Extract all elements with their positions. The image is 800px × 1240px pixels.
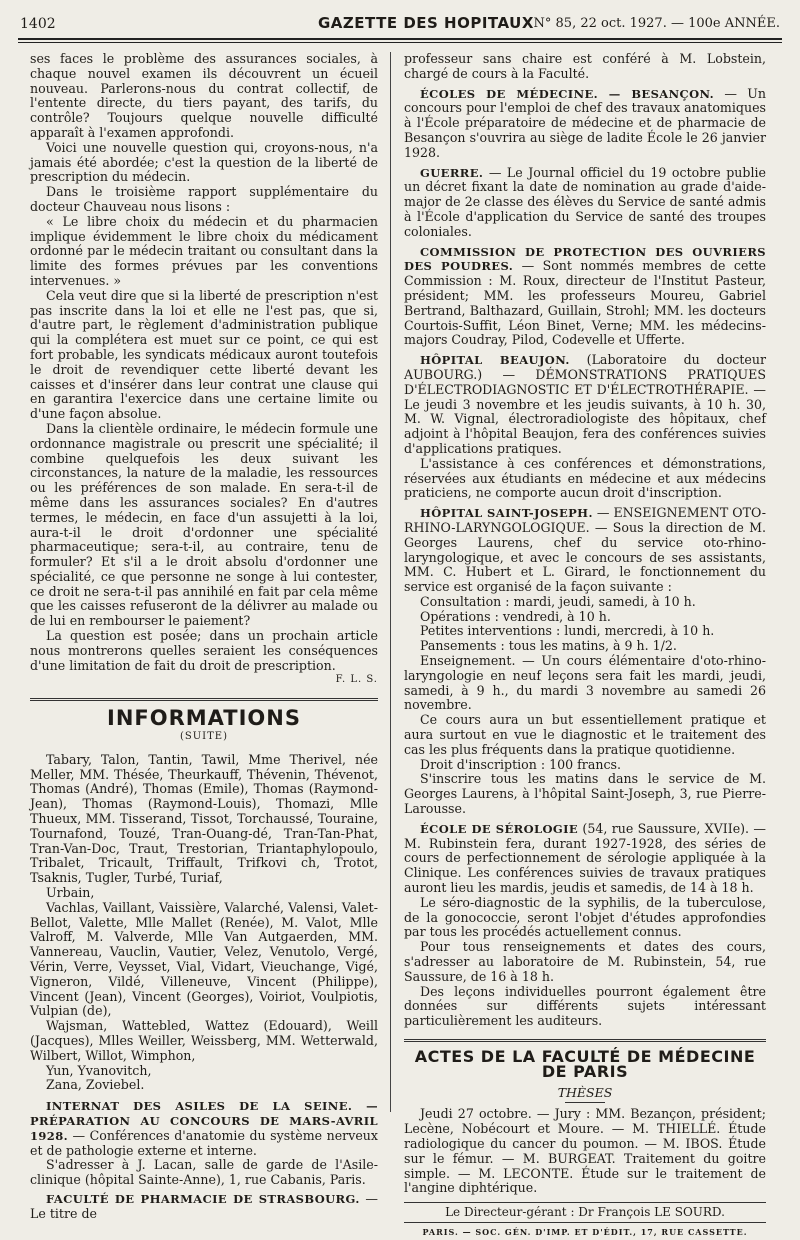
- notice-body: — ENSEIGNEMENT OTO-RHINO-LARYNGOLOGIQUE. — Sous la direction de M. Georges Laurens, chef du service oto-rhino-laryngologique, et avec le concours de ses assistants, MM. C. Hubert et L. Girard, le fonctionnement du service est organisé de la façon suivante :: [404, 505, 767, 595]
- paragraph: Des leçons individuelles pourront également être données sur différents sujets intéressant particulièrement les auditeurs.: [404, 983, 766, 1029]
- schedule-line: Consultation : mardi, jeudi, samedi, à 10 h.: [420, 593, 696, 609]
- paragraph: Cela veut dire que si la liberté de prescription n'est pas inscrite dans la loi et elle ne l'est pas, que si, d'autre part, le règlement d'administration publique qui la complétera est muet sur ce point, ce qui est fort probable, les syndicats médicaux auront toutefois le droit de revendiquer cette liberté devant les caisses et d'insérer dans leur contrat une clause qui en garantira l'exercice dans une certaine limite ou d'une façon absolue.: [30, 287, 378, 422]
- page-number: 1402: [20, 16, 56, 32]
- section-rule: [30, 698, 378, 701]
- paragraph: S'inscrire tous les matins dans le service de M. Georges Laurens, à l'hôpital Saint-Joseph, 3, rue Pierre-Larousse.: [404, 771, 766, 817]
- paragraph: L'assistance à ces conférences et démonstrations, réservées aux étudiants en médecine et aux médecins praticiens, ne comporte aucun droit d'inscription.: [404, 455, 766, 501]
- issue-info: N° 85, 22 oct. 1927. — 100e ANNÉE.: [533, 16, 780, 31]
- notice-heading: GUERRE.: [420, 165, 484, 180]
- names-list-t: Tabary, Talon, Tantin, Tawil, Mme Therivel, née Meller, MM. Thésée, Theurkauff, Thévenin, Thévenot, Thomas (André), Thomas (Emile), Thomas (Raymond-Jean), Thomas (Raymond-Louis), Thomazi, Mlle Thueux, MM. Tisserand, Tissot, Torchaussé, Touraine, Tournafond, Touzé, Tran-Ouang-dé, Tran-Tan-Phat, Tran-Van-Doc, Traut, Trestorian, Triantaphylopoulo, Tribalet, Tricault, Triffault, Trifkovi ch, Trotot, Tsaknis, Tugler, Turbé, Turiaf,: [30, 751, 378, 886]
- notice-body: — Sont nommés membres de cette Commission : M. Roux, directeur de l'Institut Pasteur, président; MM. les professeurs Moureu, Gabriel Bertrand, Balthazard, Guillain, Strohl; MM. les docteurs Courtois-Suffit, Léon Binet, Verne; MM. les médecins-majors Coudray, Pilod, Codevelle et Ufferte.: [404, 258, 766, 348]
- theses-rule: [565, 1102, 605, 1103]
- schedule-line: Petites interventions : lundi, mercredi, à 10 h.: [420, 623, 715, 639]
- paragraph: Dans la clientèle ordinaire, le médecin formule une ordonnance magistrale ou prescrit une spécialité; il combine quelquefois les deux suivant les circonstances, la nature de la maladie, les ressources ou les préférences de son malade. En sera-t-il de même dans les assurances sociales? En d'autres termes, le médecin, en face d'un assujetti à la loi, aura-t-il le droit d'ordonner une spécialité pharmaceutique; sera-t-il, au contraire, tenu de formuler? Et s'il a le droit absolu d'ordonner une spécialité, ce que personne ne songe à lui contester, ce droit ne sera-t-il pas annihilé en fait par cela même que les caisses refuseront de la délivrer au malade ou de lui en rembourser le paiement?: [30, 420, 378, 629]
- notice-saint-joseph: [404, 506, 766, 595]
- section-rule: [404, 1039, 766, 1042]
- paragraph: Voici une nouvelle question qui, croyons-nous, n'a jamais été abordée; c'est la question de la liberté de prescription du médecin.: [30, 139, 378, 185]
- notice-body: — Le Journal officiel du 19 octobre publie un décret fixant la date de nomination au grade d'aide-major de 2e classe des élèves du Service de santé admis à l'École d'application du Service de santé des troupes coloniales.: [404, 164, 766, 239]
- left-column: [30, 52, 378, 1222]
- theses-heading: THÈSES: [557, 1084, 613, 1100]
- paragraph: Enseignement. — Un cours élémentaire d'oto-rhino-laryngologie en neuf leçons sera fait les mardi, jeudi, samedi, à 9 h., du mardi 3 novembre au samedi 26 novembre.: [404, 653, 766, 713]
- right-column: [404, 52, 766, 1240]
- names-list-v: Vachlas, Vaillant, Vaissière, Valarché, Valensi, Valet-Bellot, Valette, Mlle Mallet (Renée), M. Valot, Mlle Valroff, M. Valverde, Mlle Van Autgaerden, MM. Vannereau, Vauclin, Vautier, Velez, Venutolo, Vergé, Vérin, Verre, Veysset, Vial, Vidart, Vieuchange, Vigé, Vigneron, Vildé, Villeneuve, Vincent (Philippe), Vincent (Jean), Vincent (Georges), Voiriot, Voulpiotis, Vulpian (de),: [30, 899, 378, 1019]
- header-rule: [18, 38, 782, 43]
- notice-heading: INTERNAT DES ASILES DE LA SEINE. — PRÉPARATION AU CONCOURS DE MARS-AVRIL 1928.: [30, 1099, 378, 1143]
- director-line: Le Directeur-gérant : Dr François LE SOURD.: [404, 1202, 766, 1223]
- notice-body: (Laboratoire du docteur AUBOURG.) — DÉMONSTRATIONS PRATIQUES D'ÉLECTRODIAGNOSTIC ET D'ÉLECTROTHÉRAPIE. — Le jeudi 3 novembre et les jeudis suivants, à 10 h. 30, M. W. Vignal, électroradiologiste des hôpitaux, chef adjoint à l'hôpital Beaujon, fera des conférences suivies d'applications pratiques.: [404, 352, 766, 456]
- notice-body: (54, rue Saussure, XVIIe). — M. Rubinstein fera, durant 1927-1928, des séries de cours de perfectionnement de sérologie appliquée à la Clinique. Les conférences suivies de travaux pratiques auront lieu les mardis, jeudis et samedis, de 14 à 18 h.: [404, 820, 766, 896]
- article-signature: F. L. S.: [335, 674, 378, 686]
- notice-heading: HÔPITAL BEAUJON.: [420, 353, 570, 368]
- printer-imprint: PARIS. — SOC. GÉN. D'IMP. ET D'ÉDIT., 17, RUE CASSETTE.: [422, 1226, 748, 1237]
- notice-heading: HÔPITAL SAINT-JOSEPH.: [420, 506, 593, 521]
- paragraph: ses faces le problème des assurances sociales, à chaque nouvel examen ils découvrent un écueil nouveau. Parlerons-nous du contrat collectif, de l'entente directe, du tiers payant, des tarifs, du contrôle? Toujours quelque nouvelle difficulté apparaît à l'examen approfondi.: [30, 51, 378, 140]
- notice-body: — Le titre de: [30, 1190, 378, 1221]
- schedule-line: Opérations : vendredi, à 10 h.: [420, 608, 611, 624]
- names-list-u: Urbain,: [46, 885, 95, 901]
- notice-heading: ÉCOLES DE MÉDECINE. — BESANÇON.: [420, 86, 715, 101]
- paragraph: Droit d'inscription : 100 francs.: [420, 756, 621, 772]
- paragraph: Le séro-diagnostic de la syphilis, de la tuberculose, de la gonococcie, seront l'objet d'études approfondies par tous les procédés actuellement connus.: [404, 894, 766, 940]
- section-title-informations: INFORMATIONS: [107, 706, 301, 731]
- journal-title: GAZETTE DES HOPITAUX: [318, 14, 534, 32]
- section-subtitle-suite: (SUITE): [179, 731, 228, 743]
- notice-body: — Conférences d'anatomie du système nerveux et de pathologie externe et interne.: [30, 1127, 378, 1158]
- paragraph: La question est posée; dans un prochain article nous montrerons quelles seraient les conséquences d'une limitation de fait du droit de prescription.: [30, 628, 378, 673]
- notice-besancon: [404, 87, 766, 161]
- paragraph: Ce cours aura un but essentiellement pratique et aura surtout en vue le diagnostic et le traitement des cas les plus fréquents dans la pratique quotidienne.: [404, 712, 766, 757]
- notice-heading: COMMISSION DE PROTECTION DES OUVRIERS DES POUDRES.: [404, 244, 766, 274]
- notice-asiles: [30, 1099, 378, 1158]
- paragraph: professeur sans chaire est conféré à M. Lobstein, chargé de cours à la Faculté.: [404, 51, 766, 81]
- column-divider: [390, 52, 391, 1112]
- names-list-w: Wajsman, Wattebled, Wattez (Edouard), Weill (Jacques), Mlles Weiller, Weissberg, MM. Wetterwald, Wilbert, Willot, Wimphon,: [30, 1018, 378, 1063]
- notice-strasbourg: [30, 1192, 378, 1222]
- notice-commission: [404, 245, 766, 349]
- notice-body: — Un concours pour l'emploi de chef des travaux anatomiques à l'École préparatoire de médecine et de pharmacie de Besançon s'ouvrira au siège de ladite École le 26 janvier 1928.: [404, 85, 766, 160]
- paragraph: Pour tous renseignements et dates des cours, s'adresser au laboratoire de M. Rubinstein, 54, rue Saussure, de 16 à 18 h.: [404, 939, 766, 984]
- notice-heading: ÉCOLE DE SÉROLOGIE: [420, 821, 579, 836]
- names-list-z: Zana, Zoviebel.: [46, 1077, 145, 1093]
- notice-serologie: [404, 822, 766, 896]
- names-list-y: Yun, Yvanovitch,: [46, 1062, 152, 1078]
- notice-asiles-contact: S'adresser à J. Lacan, salle de garde de l'Asile-clinique (hôpital Sainte-Anne), 1, rue Cabanis, Paris.: [30, 1157, 378, 1188]
- schedule-line: Pansements : tous les matins, à 9 h. 1/2.: [420, 638, 677, 654]
- notice-heading: FACULTÉ DE PHARMACIE DE STRASBOURG.: [46, 1191, 360, 1206]
- notice-beaujon: [404, 353, 766, 457]
- theses-body: Jeudi 27 octobre. — Jury : MM. Bezançon, président; Lecène, Nobécourt et Moure. — M. THIELLÉ. Étude radiologique du cancer du poumon. — M. IBOS. Étude sur le fémur. — M. BURGEAT. Traitement du goitre simple. — M. LECONTE. Étude sur le traitement de l'angine diphtérique.: [404, 1106, 766, 1196]
- notice-guerre: [404, 166, 766, 240]
- paragraph: Dans le troisième rapport supplémentaire du docteur Chauveau nous lisons :: [30, 184, 378, 214]
- quote-paragraph: « Le libre choix du médecin et du pharmacien implique évidemment le libre choix du médicament ordonné par le médecin traitant ou consultant dans la limite des formes prévues par les conventions intervenues. »: [30, 213, 378, 288]
- section-title-actes: ACTES DE LA FACULTÉ DE MÉDECINE DE PARIS: [414, 1047, 756, 1081]
